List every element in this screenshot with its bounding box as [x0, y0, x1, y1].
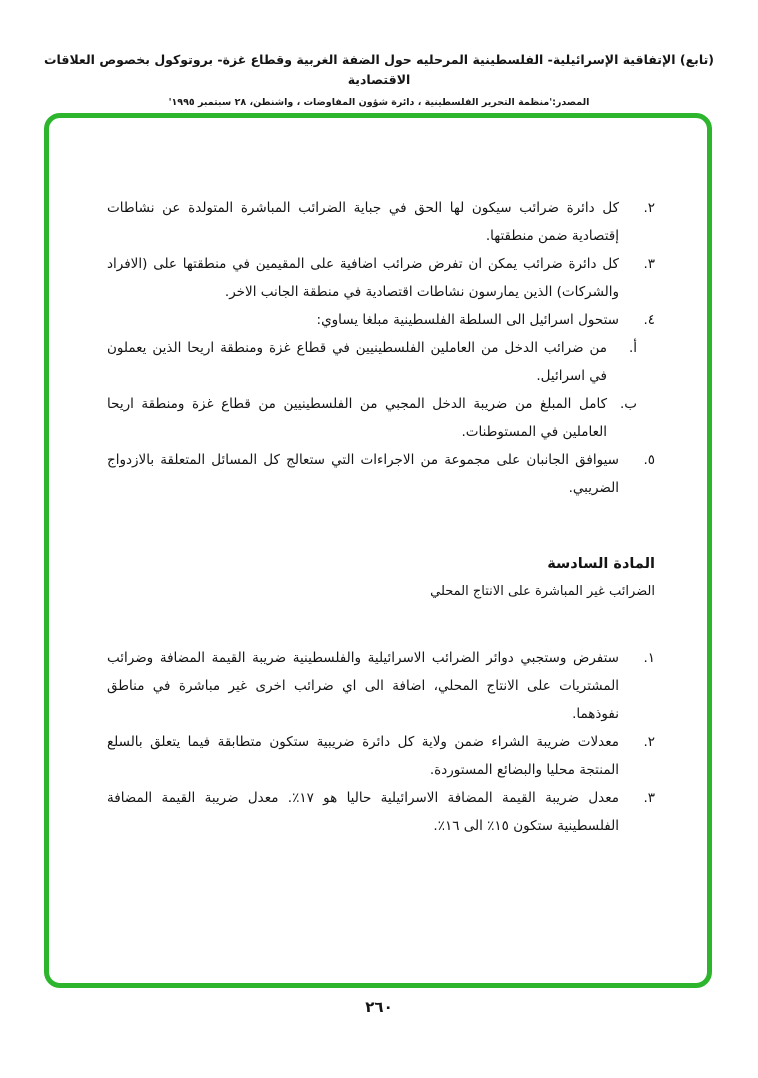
source-line: المصدر:'منظمة التحرير الفلسطينية ، دائرة شؤون المفاوضات ، واشنطن، ٢٨ سبتمبر ١٩٩٥' — [168, 97, 590, 108]
document-title: (تابع) الإتفاقية الإسرائيلية- الفلسطينية المرحليه حول الضفة الغربية وقطاع غزة- بروتوكول بخصوص العلاقات الاقتصادية — [44, 52, 714, 87]
clause-number: ٢. — [643, 734, 655, 750]
clause-number: ٢. — [643, 200, 655, 216]
sub-clause-text: كامل المبلغ من ضريبة الدخل المجبي من الفلسطينيين من قطاع غزة ومنطقة اريحا العاملين في المستوطنات. — [107, 396, 607, 440]
clause-item — [107, 784, 655, 840]
clause-text: ستحول اسرائيل الى السلطة الفلسطينية مبلغا يساوي: — [316, 312, 619, 328]
clause-item — [107, 194, 655, 250]
clause-number: ١. — [643, 650, 655, 666]
clause-number: ٤. — [643, 312, 655, 328]
clause-number: ٣. — [643, 790, 655, 806]
section-subtitle: الضرائب غير المباشرة على الانتاج المحلي — [430, 584, 655, 599]
document-header — [28, 50, 730, 108]
clause-item — [107, 250, 655, 306]
sub-clause-item — [107, 334, 637, 390]
content-body — [107, 194, 655, 840]
clause-text: ستفرض وستجبي دوائر الضرائب الاسرائيلية والفلسطينية ضريبة القيمة المضافة وضرائب المشتريات على الانتاج المحلي، اضافة الى اي ضرائب اخرى غير مباشرة في مناطق نفوذهما. — [107, 650, 619, 722]
sub-clause-letter: أ. — [628, 340, 637, 356]
clause-item — [107, 728, 655, 784]
clause-text: كل دائرة ضرائب يمكن ان تفرض ضرائب اضافية على المقيمين في منطقتها على (الافراد والشركات) الذين يمارسون نشاطات اقتصادية في منطقة الجانب الاخر. — [107, 256, 619, 300]
sub-clause-text: من ضرائب الدخل من العاملين الفلسطينيين في قطاع غزة ومنطقة اريحا الذين يعملون في اسرائيل. — [107, 340, 607, 384]
page-number: ٢٦٠ — [365, 998, 393, 1016]
clause-item — [107, 306, 655, 334]
clause-item — [107, 446, 655, 502]
clause-text: معدلات ضريبة الشراء ضمن ولاية كل دائرة ضريبية ستكون متطابقة فيما يتعلق بالسلع المنتجة محليا والبضائع المستوردة. — [107, 734, 619, 778]
sub-clause-letter: ب. — [619, 396, 637, 412]
clause-number: ٥. — [643, 452, 655, 468]
section-clauses — [107, 644, 655, 840]
clause-text: معدل ضريبة القيمة المضافة الاسرائيلية حاليا هو ١٧٪. معدل ضريبة القيمة المضافة الفلسطينية ستكون ١٥٪ الى ١٦٪. — [107, 790, 619, 834]
clause-text: سيوافق الجانبان على مجموعة من الاجراءات التي ستعالج كل المسائل المتعلقة بالازدواج الضريبي. — [107, 452, 619, 496]
clause-item — [107, 644, 655, 728]
section-heading: المادة السادسة — [547, 556, 655, 572]
clause-number: ٣. — [643, 256, 655, 272]
sub-clause-item — [107, 390, 637, 446]
content-frame — [44, 113, 712, 988]
clause-text: كل دائرة ضرائب سيكون لها الحق في جباية الضرائب المباشرة المتولدة عن نشاطات إقتصادية ضمن منطقتها. — [107, 200, 619, 244]
